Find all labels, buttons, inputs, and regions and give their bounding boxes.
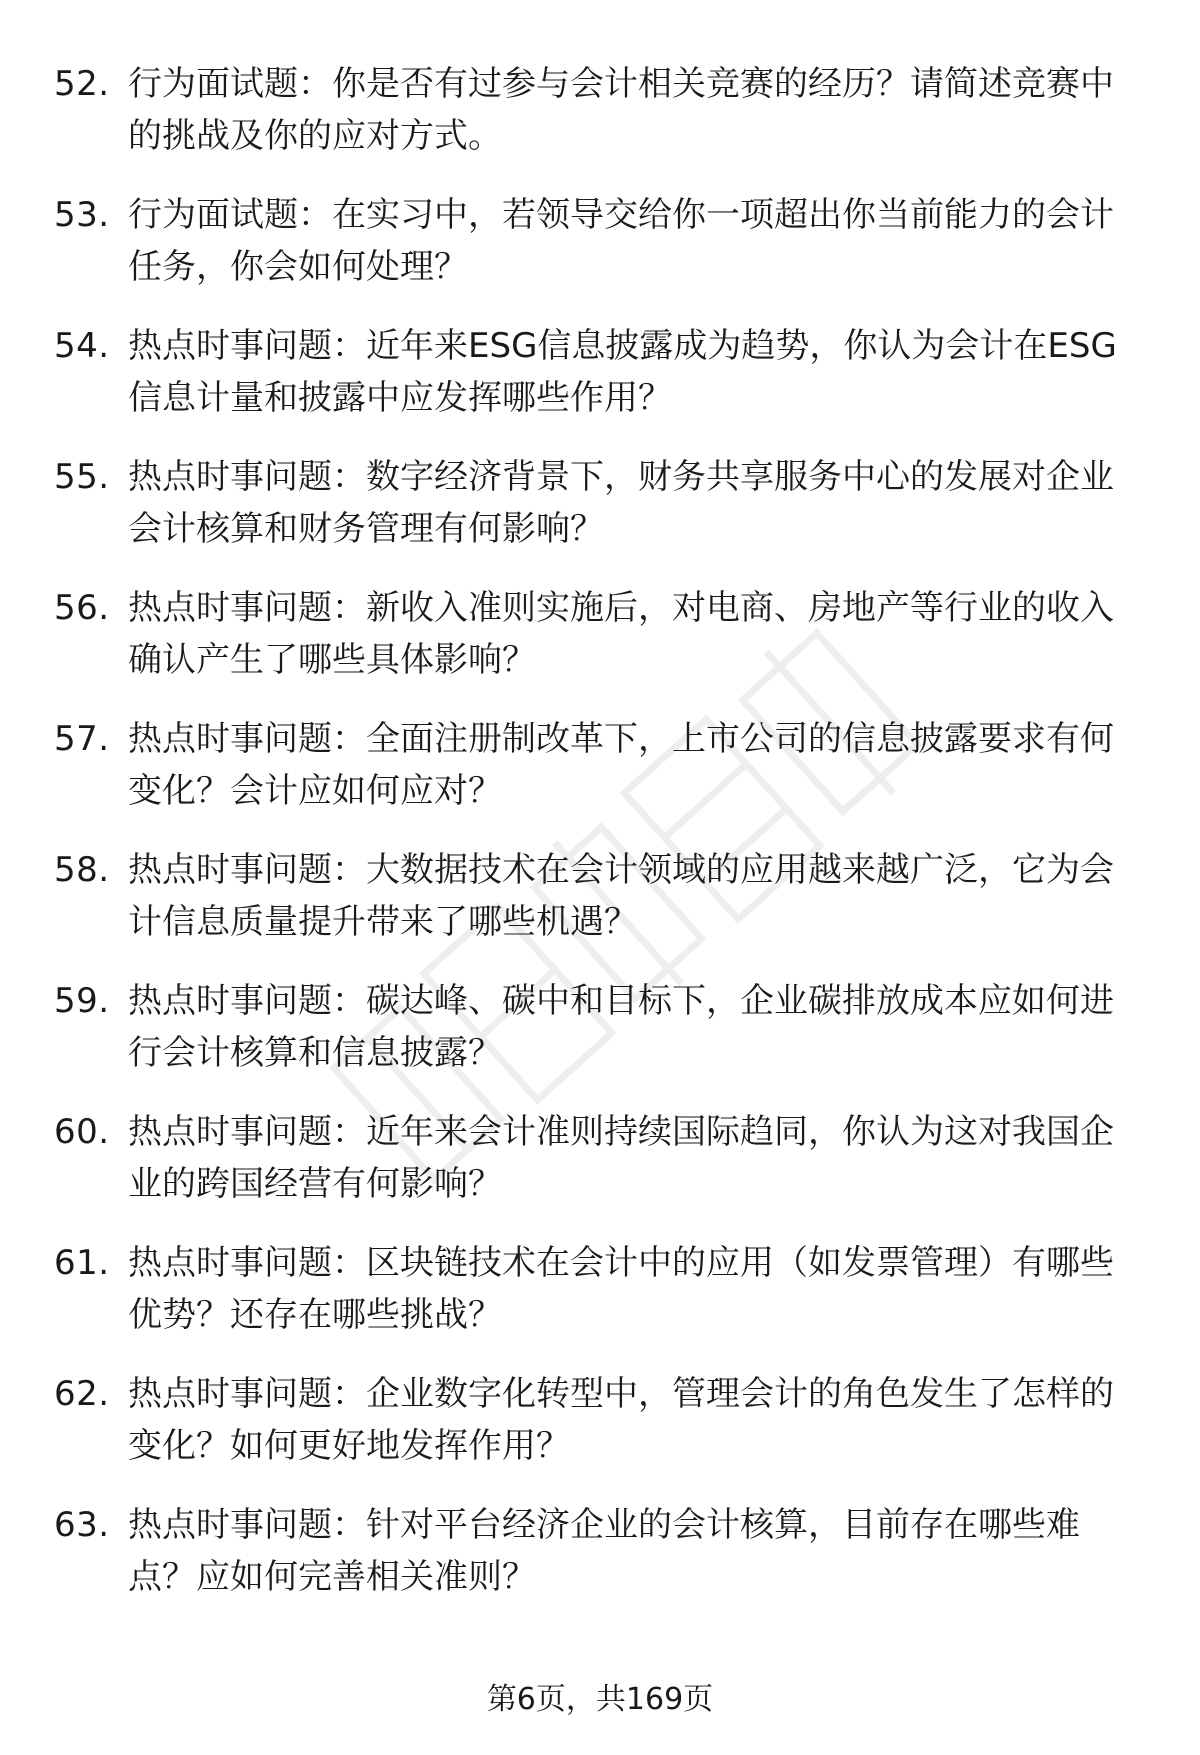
question-number: 61. [54, 1243, 110, 1283]
question-item [0, 58, 1200, 189]
question-number: 52. [54, 64, 110, 104]
question-item [0, 451, 1200, 582]
question-item [0, 713, 1200, 844]
question-text: 热点时事问题：区块链技术在会计中的应用（如发票管理）有哪些优势？还存在哪些挑战？ [128, 1243, 1114, 1335]
question-item [0, 1237, 1200, 1368]
question-list [0, 58, 1200, 1630]
question-number: 53. [54, 195, 110, 235]
question-text: 热点时事问题：近年来会计准则持续国际趋同，你认为这对我国企业的跨国经营有何影响？ [128, 1112, 1114, 1204]
question-number: 63. [54, 1505, 110, 1545]
question-number: 59. [54, 981, 110, 1021]
question-item [0, 582, 1200, 713]
question-text: 热点时事问题：大数据技术在会计领域的应用越来越广泛，它为会计信息质量提升带来了哪些机遇？ [128, 850, 1114, 942]
question-text: 行为面试题：你是否有过参与会计相关竞赛的经历？请简述竞赛中的挑战及你的应对方式。 [128, 64, 1114, 156]
question-text: 热点时事问题：企业数字化转型中，管理会计的角色发生了怎样的变化？如何更好地发挥作用？ [128, 1374, 1114, 1466]
question-text: 热点时事问题：近年来ESG信息披露成为趋势，你认为会计在ESG信息计量和披露中应发挥哪些作用？ [128, 326, 1117, 418]
question-text: 热点时事问题：全面注册制改革下，上市公司的信息披露要求有何变化？会计应如何应对？ [128, 719, 1114, 811]
question-item [0, 1499, 1200, 1630]
question-item [0, 1368, 1200, 1499]
question-text: 热点时事问题：碳达峰、碳中和目标下，企业碳排放成本应如何进行会计核算和信息披露？ [128, 981, 1114, 1073]
page-footer: 第6页，共169页 [486, 1682, 714, 1717]
question-text: 热点时事问题：新收入准则实施后，对电商、房地产等行业的收入确认产生了哪些具体影响？ [128, 588, 1114, 680]
question-item [0, 844, 1200, 975]
question-text: 热点时事问题：数字经济背景下，财务共享服务中心的发展对企业会计核算和财务管理有何影响？ [128, 457, 1114, 549]
question-item [0, 320, 1200, 451]
question-number: 57. [54, 719, 110, 759]
question-number: 54. [54, 326, 110, 366]
question-item [0, 1106, 1200, 1237]
question-text: 热点时事问题：针对平台经济企业的会计核算，目前存在哪些难点？应如何完善相关准则？ [128, 1505, 1080, 1597]
question-text: 行为面试题：在实习中，若领导交给你一项超出你当前能力的会计任务，你会如何处理？ [128, 195, 1114, 287]
question-item [0, 189, 1200, 320]
question-number: 56. [54, 588, 110, 628]
question-number: 58. [54, 850, 110, 890]
question-number: 55. [54, 457, 110, 497]
question-number: 60. [54, 1112, 110, 1152]
question-item [0, 975, 1200, 1106]
question-number: 62. [54, 1374, 110, 1414]
